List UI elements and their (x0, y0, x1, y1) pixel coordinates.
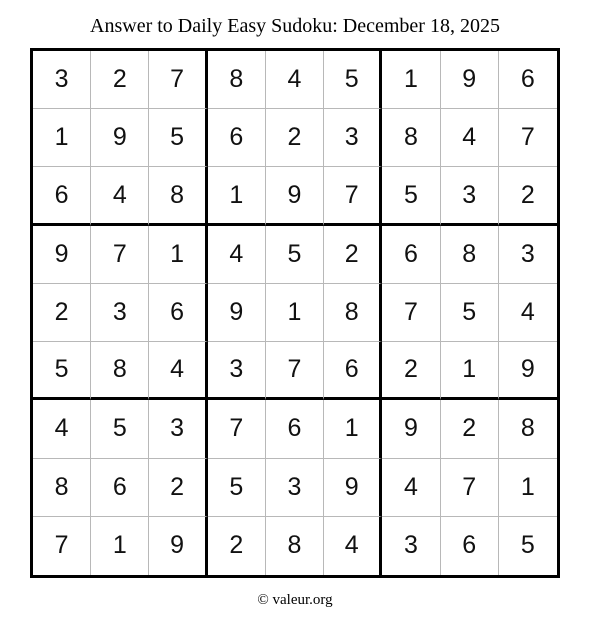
sudoku-cell: 8 (382, 109, 440, 167)
sudoku-cell: 6 (208, 109, 266, 167)
sudoku-cell: 3 (266, 459, 324, 517)
sudoku-cell: 6 (324, 342, 382, 400)
sudoku-cell: 8 (266, 517, 324, 575)
sudoku-cell: 2 (382, 342, 440, 400)
sudoku-cell: 8 (324, 284, 382, 342)
sudoku-cell: 1 (324, 400, 382, 458)
sudoku-cell: 6 (382, 226, 440, 284)
sudoku-cell: 9 (441, 51, 499, 109)
sudoku-cell: 2 (33, 284, 91, 342)
sudoku-cell: 6 (499, 51, 557, 109)
sudoku-cell: 4 (91, 167, 149, 225)
sudoku-cell: 6 (149, 284, 207, 342)
sudoku-cell: 9 (266, 167, 324, 225)
sudoku-cell: 7 (441, 459, 499, 517)
sudoku-cell: 7 (208, 400, 266, 458)
sudoku-cell: 3 (324, 109, 382, 167)
sudoku-cell: 5 (324, 51, 382, 109)
sudoku-cell: 1 (33, 109, 91, 167)
sudoku-cell: 1 (91, 517, 149, 575)
sudoku-cell: 5 (441, 284, 499, 342)
copyright-footer: © valeur.org (257, 592, 333, 608)
sudoku-cell: 3 (208, 342, 266, 400)
sudoku-cell: 5 (382, 167, 440, 225)
sudoku-cell: 6 (441, 517, 499, 575)
sudoku-cell: 8 (208, 51, 266, 109)
sudoku-cell: 9 (91, 109, 149, 167)
sudoku-cell: 7 (149, 51, 207, 109)
sudoku-cell: 9 (499, 342, 557, 400)
sudoku-cell: 9 (324, 459, 382, 517)
sudoku-grid (30, 48, 560, 578)
page-title: Answer to Daily Easy Sudoku: December 18, 2025 (90, 15, 500, 37)
sudoku-cell: 9 (382, 400, 440, 458)
sudoku-cell: 4 (441, 109, 499, 167)
sudoku-cell: 1 (499, 459, 557, 517)
sudoku-cell: 8 (499, 400, 557, 458)
sudoku-cell: 8 (91, 342, 149, 400)
sudoku-cell: 4 (382, 459, 440, 517)
sudoku-cell: 5 (266, 226, 324, 284)
sudoku-cell: 1 (441, 342, 499, 400)
sudoku-cell: 3 (91, 284, 149, 342)
sudoku-cell: 3 (382, 517, 440, 575)
sudoku-cell: 5 (208, 459, 266, 517)
sudoku-cell: 2 (91, 51, 149, 109)
sudoku-cell: 4 (208, 226, 266, 284)
sudoku-cell: 3 (149, 400, 207, 458)
sudoku-cell: 2 (208, 517, 266, 575)
sudoku-cell: 5 (520, 531, 535, 560)
sudoku-cell: 9 (33, 226, 91, 284)
sudoku-cell: 2 (441, 400, 499, 458)
sudoku-cell: 7 (324, 167, 382, 225)
sudoku-cell: 1 (266, 284, 324, 342)
sudoku-cell: 1 (208, 167, 266, 225)
sudoku-cell: 4 (149, 342, 207, 400)
sudoku-cell: 3 (499, 226, 557, 284)
sudoku-cell: 3 (441, 167, 499, 225)
sudoku-cell: 5 (91, 400, 149, 458)
sudoku-cell: 1 (382, 51, 440, 109)
sudoku-cell: 8 (441, 226, 499, 284)
sudoku-cell: 2 (266, 109, 324, 167)
sudoku-cell: 4 (499, 284, 557, 342)
sudoku-cell: 2 (149, 459, 207, 517)
sudoku-cell: 6 (91, 459, 149, 517)
sudoku-cell: 7 (266, 342, 324, 400)
sudoku-cell: 7 (33, 517, 91, 575)
sudoku-cell: 7 (91, 226, 149, 284)
sudoku-cell: 5 (149, 109, 207, 167)
sudoku-cell: 7 (499, 109, 557, 167)
sudoku-cell: 8 (149, 167, 207, 225)
sudoku-cell: 2 (324, 226, 382, 284)
sudoku-cell: 7 (382, 284, 440, 342)
sudoku-cell: 9 (149, 517, 207, 575)
sudoku-cell: 3 (33, 51, 91, 109)
sudoku-cell: 1 (149, 226, 207, 284)
sudoku-cell: 5 (33, 342, 91, 400)
sudoku-cell: 8 (33, 459, 91, 517)
sudoku-cell: 4 (266, 51, 324, 109)
sudoku-cell: 4 (33, 400, 91, 458)
sudoku-cell: 2 (499, 167, 557, 225)
sudoku-cell: 9 (208, 284, 266, 342)
sudoku-cell: 4 (324, 517, 382, 575)
sudoku-cell: 6 (266, 400, 324, 458)
sudoku-cell: 6 (33, 167, 91, 225)
